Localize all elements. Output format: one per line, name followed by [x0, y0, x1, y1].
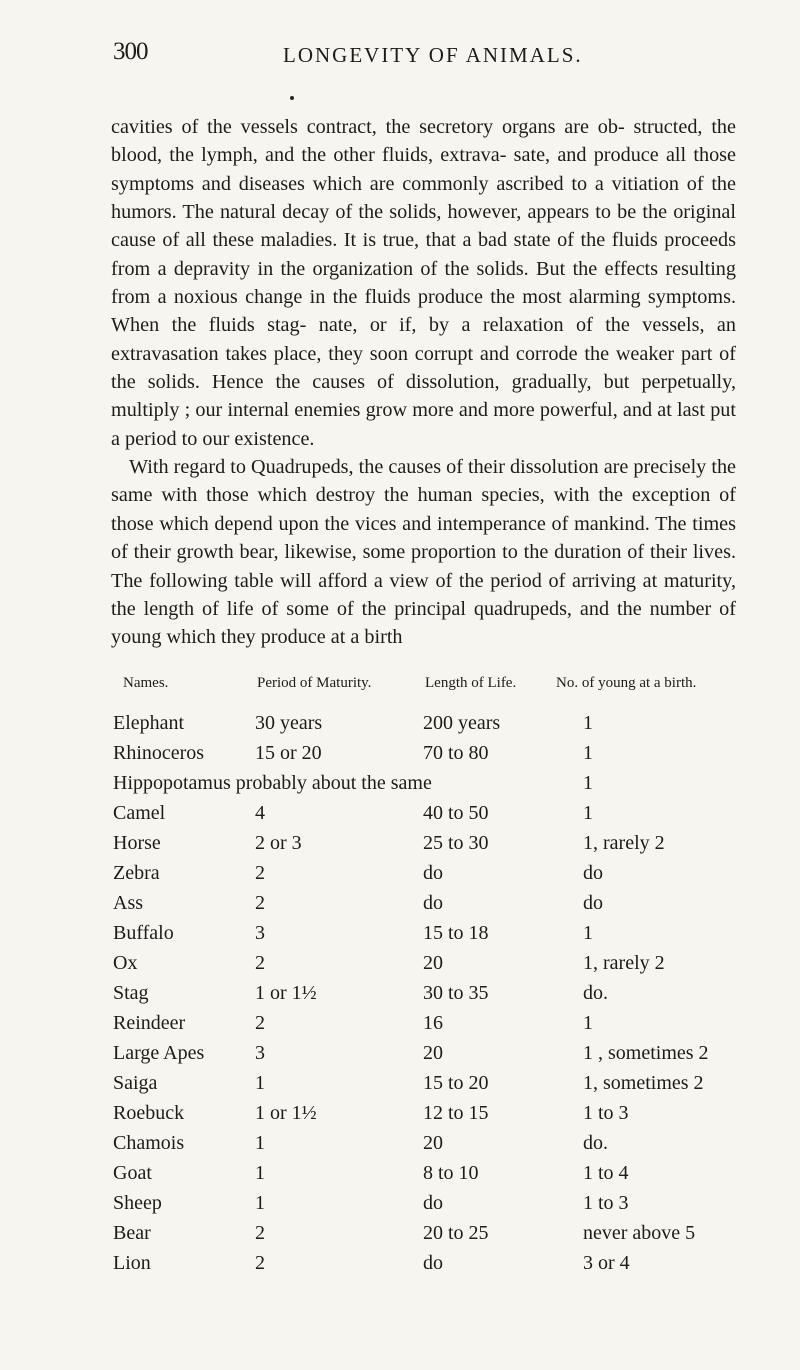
- paragraph-1: cavities of the vessels contract, the secretory organs are ob- structed, the blood, the lymph, and the other fluids, extrava- sate, and produce all those symptoms and diseases which are commonly ascribed to a vitiation of the humors. The natural decay of the solids, however, appears to be the original cause of all these maladies. It is true, that a bad state of the fluids proceeds from a depravity in the organization of the solids. But the effects resulting from a noxious change in the fluids produce the most alarming symptoms. When the fluids stag- nate, or if, by a relaxation of the vessels, an extravasation takes place, they soon corrupt and corrode the weaker part of the solids. Hence the causes of dissolution, gradually, but perpetually, multiply ; our internal enemies grow more and more powerful, and at last put a period to our existence.: [111, 116, 736, 450]
- cell-young: 1: [583, 1012, 593, 1034]
- cell-name: Bear: [113, 1222, 151, 1244]
- table-row: [0, 982, 800, 1012]
- cell-maturity: 3: [255, 1042, 265, 1064]
- table-row: [0, 922, 800, 952]
- cell-young: 1, rarely 2: [583, 832, 665, 854]
- cell-maturity: 3: [255, 922, 265, 944]
- cell-name: Roebuck: [113, 1102, 185, 1124]
- cell-young: 3 or 4: [583, 1252, 630, 1274]
- cell-life: 40 to 50: [423, 802, 489, 824]
- table-row: [0, 712, 800, 742]
- cell-name: Ox: [113, 952, 138, 974]
- table-row: [0, 952, 800, 982]
- cell-life: 20: [423, 1042, 443, 1064]
- cell-young: do: [583, 892, 603, 914]
- cell-name: Buffalo: [113, 922, 174, 944]
- table-row: [0, 1222, 800, 1252]
- table-row: [0, 862, 800, 892]
- table-row: [0, 832, 800, 862]
- header-maturity: Period of Maturity.: [257, 675, 372, 691]
- cell-name: Sheep: [113, 1192, 162, 1214]
- cell-young: 1: [583, 712, 593, 734]
- table-row: [0, 1162, 800, 1192]
- longevity-table: [0, 712, 800, 1282]
- cell-young: do: [583, 862, 603, 884]
- cell-maturity: 1: [255, 1132, 265, 1154]
- paragraph-2: With regard to Quadrupeds, the causes of their dissolution are precisely the same with those which destroy the human species, with the exception of those which depend upon the vices and intemperance of mankind. The times of their growth bear, likewise, some proportion to the duration of their lives. The following table will afford a view of the period of arriving at maturity, the length of life of some of the principal quadrupeds, and the number of young which they produce at a birth: [111, 456, 736, 649]
- table-headers: [0, 675, 800, 699]
- cell-life: 30 to 35: [423, 982, 489, 1004]
- cell-name: Rhinoceros: [113, 742, 205, 764]
- cell-young: 1 , sometimes 2: [583, 1042, 709, 1064]
- cell-young: 1: [583, 802, 593, 824]
- header-names: Names.: [123, 675, 169, 691]
- cell-life: do: [423, 1192, 443, 1214]
- cell-young: 1 to 3: [583, 1192, 629, 1214]
- cell-young: 1, sometimes 2: [583, 1072, 704, 1094]
- header-life: Length of Life.: [425, 675, 517, 691]
- cell-name: Elephant: [113, 712, 185, 734]
- cell-name: Chamois: [113, 1132, 185, 1154]
- cell-life: 200 years: [423, 712, 501, 734]
- cell-maturity: 1: [255, 1162, 265, 1184]
- cell-maturity: 4: [255, 802, 265, 824]
- cell-young: 1: [583, 922, 593, 944]
- cell-span-text: Hippopotamus probably about the same: [113, 772, 432, 794]
- cell-life: 25 to 30: [423, 832, 489, 854]
- cell-life: 15 to 18: [423, 922, 489, 944]
- cell-young: do.: [583, 1132, 608, 1154]
- cell-life: 20: [423, 952, 443, 974]
- cell-life: 20 to 25: [423, 1222, 489, 1244]
- table-row: [0, 1252, 800, 1282]
- header-young: No. of young at a birth.: [556, 675, 697, 691]
- cell-maturity: 30 years: [255, 712, 323, 734]
- table-row: [0, 1102, 800, 1132]
- cell-maturity: 2: [255, 1012, 265, 1034]
- cell-name: Ass: [113, 892, 144, 914]
- cell-maturity: 15 or 20: [255, 742, 322, 764]
- cell-name: Zebra: [113, 862, 160, 884]
- cell-name: Stag: [113, 982, 149, 1004]
- cell-maturity: 1: [255, 1072, 265, 1094]
- cell-maturity: 2: [255, 892, 265, 914]
- cell-name: Horse: [113, 832, 161, 854]
- cell-name: Goat: [113, 1162, 152, 1184]
- cell-life: do: [423, 892, 443, 914]
- cell-life: 20: [423, 1132, 443, 1154]
- cell-young: 1 to 3: [583, 1102, 629, 1124]
- table-row: [0, 802, 800, 832]
- cell-young: 1 to 4: [583, 1162, 629, 1184]
- cell-life: 8 to 10: [423, 1162, 479, 1184]
- body-text: [111, 113, 736, 652]
- cell-maturity: 1 or 1½: [255, 982, 317, 1004]
- table-row: [0, 742, 800, 772]
- cell-life: do: [423, 862, 443, 884]
- table-row: [0, 1042, 800, 1072]
- cell-life: do: [423, 1252, 443, 1274]
- cell-name: Large Apes: [113, 1042, 205, 1064]
- cell-maturity: 2: [255, 1222, 265, 1244]
- cell-young: do.: [583, 982, 608, 1004]
- cell-maturity: 1: [255, 1192, 265, 1214]
- cell-name: Saiga: [113, 1072, 158, 1094]
- cell-young: 1: [583, 772, 593, 794]
- table-row: [0, 1192, 800, 1222]
- table-row: [0, 1072, 800, 1102]
- running-head: LONGEVITY OF ANIMALS.: [283, 43, 583, 67]
- table-row: [0, 1132, 800, 1162]
- cell-maturity: 1 or 1½: [255, 1102, 317, 1124]
- table-row: [0, 772, 800, 802]
- cell-maturity: 2: [255, 862, 265, 884]
- page-number: 300: [113, 38, 148, 65]
- cell-maturity: 2: [255, 952, 265, 974]
- cell-young: 1, rarely 2: [583, 952, 665, 974]
- table-row: [0, 892, 800, 922]
- cell-life: 15 to 20: [423, 1072, 489, 1094]
- table-row: [0, 1012, 800, 1042]
- cell-name: Camel: [113, 802, 166, 824]
- cell-life: 70 to 80: [423, 742, 489, 764]
- cell-maturity: 2: [255, 1252, 265, 1274]
- cell-life: 12 to 15: [423, 1102, 489, 1124]
- cell-maturity: 2 or 3: [255, 832, 302, 854]
- ornament-dot: [290, 96, 294, 100]
- cell-young: never above 5: [583, 1222, 696, 1244]
- cell-life: 16: [423, 1012, 443, 1034]
- cell-name: Reindeer: [113, 1012, 186, 1034]
- cell-young: 1: [583, 742, 593, 764]
- cell-name: Lion: [113, 1252, 151, 1274]
